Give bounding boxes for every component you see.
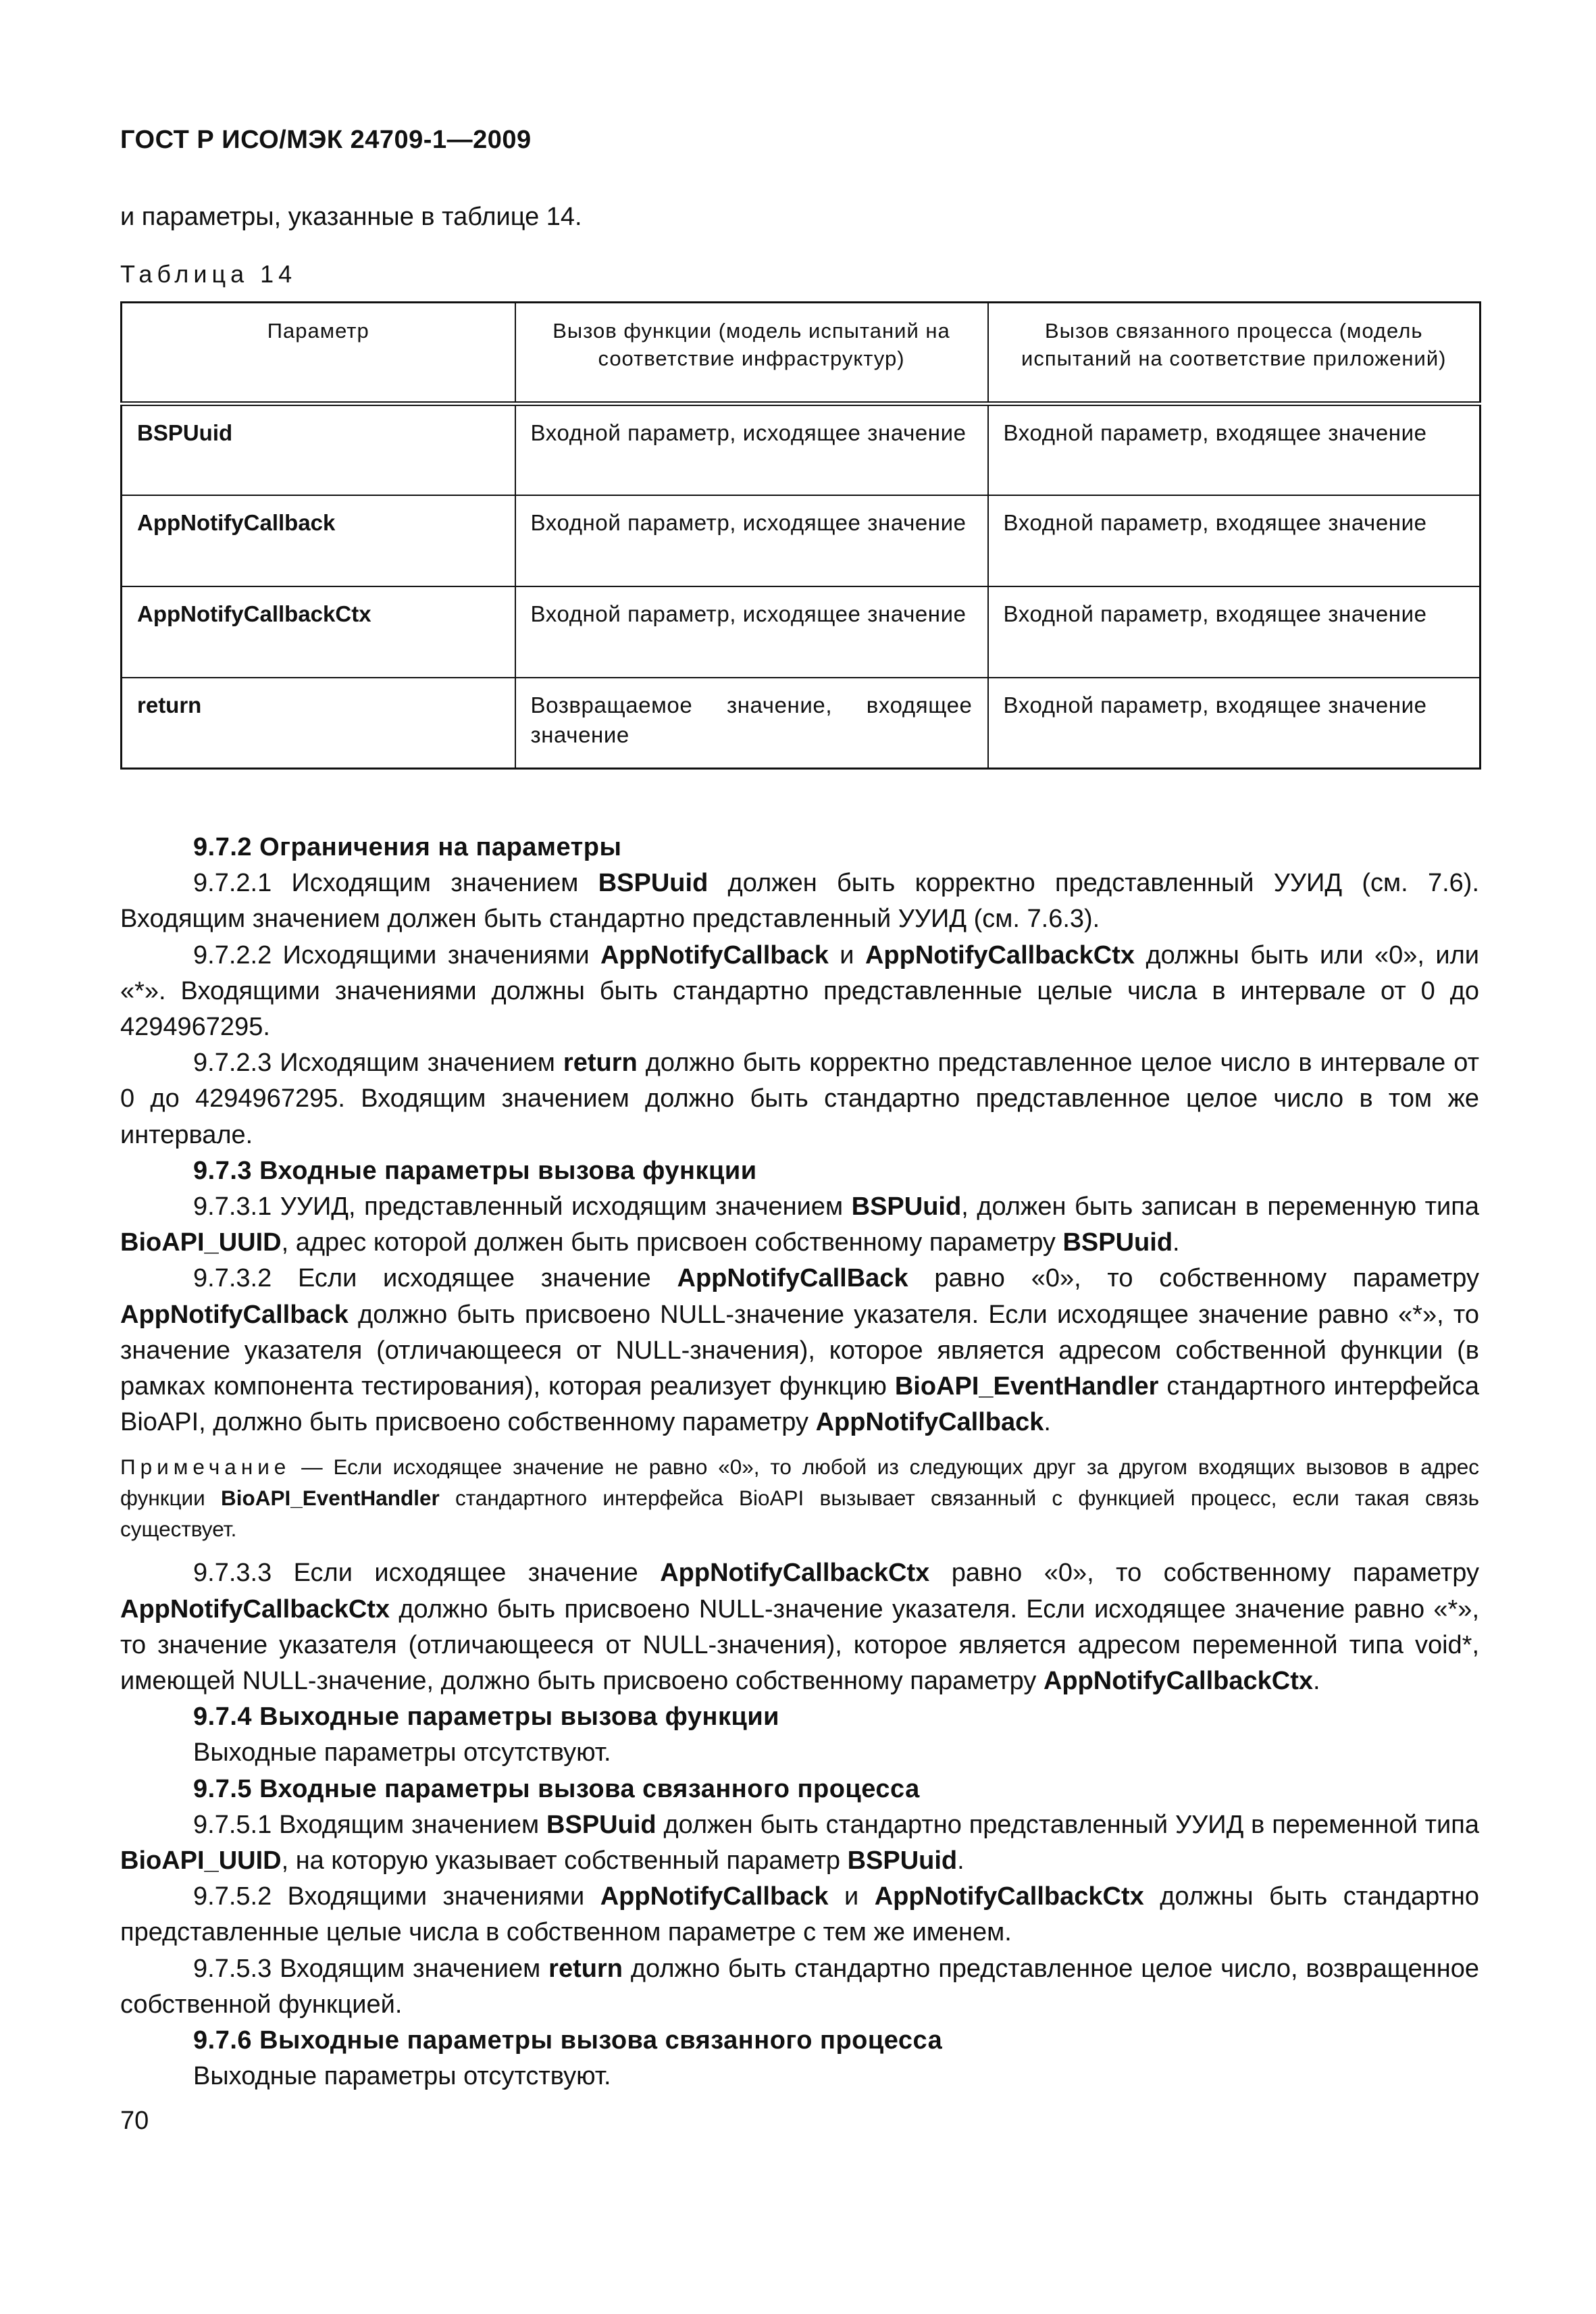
cell-process-call: Входной параметр, входящее значение [988, 404, 1481, 495]
column-header-function-call: Вызов функции (модель испытаний на соответствие инфраструктур) [515, 303, 988, 404]
intro-text: и параметры, указанные в таблице 14. [120, 203, 582, 231]
bold-term: AppNotifyCallback [600, 1882, 829, 1911]
bold-term: BioAPI_EventHandler [894, 1372, 1159, 1401]
paragraph-9-7-5-1 [120, 1807, 1479, 1879]
cell-process-call: Входной параметр, входящее значение [988, 495, 1481, 586]
bold-term: AppNotifyCallBack [677, 1264, 908, 1293]
table-caption: Таблица 14 [120, 260, 297, 288]
text-run: 9.7.5.3 Входящим значением [193, 1954, 549, 1983]
text-run: должно быть стандартно представленное целое число, возвращенное собственной функцией. [120, 1954, 1479, 2019]
text-run: должно быть корректно представленное целое число в интервале от 0 до 4294967295. Входящим значением должно быть стандартно представленное целое число в том же интервале. [120, 1049, 1480, 1149]
note-paragraph [120, 1451, 1479, 1544]
cell-function-call: Входной параметр, исходящее значение [515, 404, 988, 495]
cell-parameter: AppNotifyCallback [122, 495, 515, 586]
text-run: 9.7.5.1 Входящим значением [193, 1810, 547, 1839]
bold-term: AppNotifyCallback [815, 1408, 1044, 1437]
bold-term: BSPUuid [847, 1846, 958, 1876]
text-run: стандартного интерфейса BioAPI, должно быть присвоено собственному параметру [120, 1372, 1479, 1437]
cell-parameter: BSPUuid [122, 404, 515, 495]
bold-term: BioAPI_EventHandler [220, 1486, 440, 1511]
paragraph-9-7-6: Выходные параметры отсутствуют. [193, 2062, 611, 2091]
paragraph-9-7-2-2 [120, 938, 1479, 1046]
table-row [122, 495, 1481, 586]
text-run: . [1044, 1408, 1051, 1437]
text-run: должен быть стандартно представленный УУИД в переменной типа [656, 1810, 1479, 1839]
bold-term: AppNotifyCallback [120, 1300, 349, 1329]
cell-parameter: return [122, 678, 515, 769]
bold-term: AppNotifyCallbackCtx [120, 1594, 390, 1624]
cell-function-call: Входной параметр, исходящее значение [515, 586, 988, 678]
column-header-process-call: Вызов связанного процесса (модель испытаний на соответствие приложений) [988, 303, 1481, 404]
paragraph-9-7-3-2 [120, 1261, 1479, 1440]
text-run: , на которую указывает собственный параметр [281, 1846, 848, 1876]
bold-term: BSPUuid [546, 1810, 657, 1839]
bold-term: AppNotifyCallbackCtx [660, 1559, 930, 1588]
cell-process-call: Входной параметр, входящее значение [988, 586, 1481, 678]
table-row [122, 586, 1481, 678]
cell-function-call: Входной параметр, исходящее значение [515, 495, 988, 586]
text-run: — Если исходящее значение не равно «0», то любой из следующих друг за другом входящих вызовов в адрес функции [120, 1455, 1479, 1511]
parameters-table-wrapper [120, 301, 1479, 770]
table-header-row [122, 303, 1481, 404]
text-run: , должен быть записан в переменную типа [961, 1192, 1479, 1222]
standard-header: ГОСТ Р ИСО/МЭК 24709-1—2009 [120, 126, 532, 154]
bold-term: BioAPI_UUID [120, 1846, 282, 1876]
bold-term: BSPUuid [1062, 1228, 1173, 1257]
text-run: . [957, 1846, 964, 1876]
paragraph-9-7-3-3 [120, 1555, 1479, 1699]
text-run: должен быть корректно представленный УУИД (см. 7.6). Входящим значением должен быть стандартно представленный УУИД (см. 7.6.3). [120, 869, 1480, 934]
text-run: 9.7.2.2 Исходящими значениями [193, 940, 601, 970]
section-heading-9-7-6: 9.7.6 Выходные параметры вызова связанного процесса [193, 2026, 943, 2055]
paragraph-9-7-4: Выходные параметры отсутствуют. [193, 1738, 611, 1767]
bold-term: return [548, 1954, 623, 1983]
text-run: равно «0», то собственному параметру [908, 1264, 1479, 1293]
section-heading-9-7-4: 9.7.4 Выходные параметры вызова функции [193, 1703, 780, 1732]
bold-term: AppNotifyCallbackCtx [865, 940, 1135, 970]
table-row [122, 678, 1481, 769]
paragraph-9-7-3-1 [120, 1189, 1479, 1261]
paragraph-9-7-2-1 [120, 865, 1479, 937]
text-run: и [828, 1882, 875, 1911]
column-header-parameter: Параметр [122, 303, 515, 404]
section-heading-9-7-2: 9.7.2 Ограничения на параметры [193, 833, 622, 861]
paragraph-9-7-2-3 [120, 1045, 1479, 1153]
text-run: 9.7.5.2 Входящими значениями [193, 1882, 600, 1911]
text-run: 9.7.2.3 Исходящим значением [193, 1049, 563, 1078]
text-run: равно «0», то собственному параметру [929, 1559, 1480, 1588]
note-label: Примечание [120, 1455, 291, 1480]
bold-term: return [563, 1049, 638, 1078]
bold-term: AppNotifyCallbackCtx [1043, 1667, 1313, 1696]
cell-function-call: Возвращаемое значение, входящее значение [515, 678, 988, 769]
text-run: должны быть или «0», или «*». Входящими значениями должны быть стандартно представленные целые числа в интервале от 0 до 4294967295. [120, 940, 1480, 1042]
bold-term: AppNotifyCallback [600, 940, 829, 970]
section-heading-9-7-5: 9.7.5 Входные параметры вызова связанного процесса [193, 1774, 920, 1803]
text-run: должно быть присвоено NULL-значение указателя. Если исходящее значение равно «*», то значение указателя (отличающееся от NULL-значения), которое является адресом собственной функции (в рамках компонента тестирования), которая реализует функцию [120, 1300, 1479, 1401]
bold-term: AppNotifyCallbackCtx [874, 1882, 1144, 1911]
text-run: должны быть стандартно представленные целые числа в собственном параметре с тем же именем. [120, 1882, 1479, 1947]
cell-process-call: Входной параметр, входящее значение [988, 678, 1481, 769]
parameters-table [120, 301, 1481, 770]
text-run: 9.7.3.2 Если исходящее значение [193, 1264, 677, 1293]
table-row [122, 404, 1481, 495]
page-number: 70 [120, 2107, 149, 2135]
bold-term: BSPUuid [851, 1192, 962, 1222]
text-run: стандартного интерфейса BioAPI вызывает связанный с функцией процесс, если такая связь существует. [120, 1486, 1479, 1542]
text-run: 9.7.3.1 УУИД, представленный исходящим значением [193, 1192, 852, 1222]
text-run: должно быть присвоено NULL-значение указателя. Если исходящее значение равно «*», то значение указателя (отличающееся от NULL-значения), которое является адресом переменной типа void*, имеющей NULL-значение, должно быть присвоено собственному параметру [120, 1594, 1479, 1696]
body-text [120, 830, 1479, 2095]
bold-term: BioAPI_UUID [120, 1228, 282, 1257]
text-run: , адрес которой должен быть присвоен собственному параметру [281, 1228, 1063, 1257]
text-run: и [828, 940, 865, 970]
paragraph-9-7-5-3 [120, 1951, 1479, 2023]
text-run: 9.7.3.3 Если исходящее значение [193, 1559, 661, 1588]
section-heading-9-7-3: 9.7.3 Входные параметры вызова функции [193, 1156, 757, 1185]
cell-parameter: AppNotifyCallbackCtx [122, 586, 515, 678]
text-run: . [1313, 1667, 1320, 1696]
text-run: 9.7.2.1 Исходящим значением [193, 869, 598, 898]
text-run: . [1173, 1228, 1180, 1257]
bold-term: BSPUuid [598, 869, 709, 898]
paragraph-9-7-5-2 [120, 1879, 1479, 1951]
